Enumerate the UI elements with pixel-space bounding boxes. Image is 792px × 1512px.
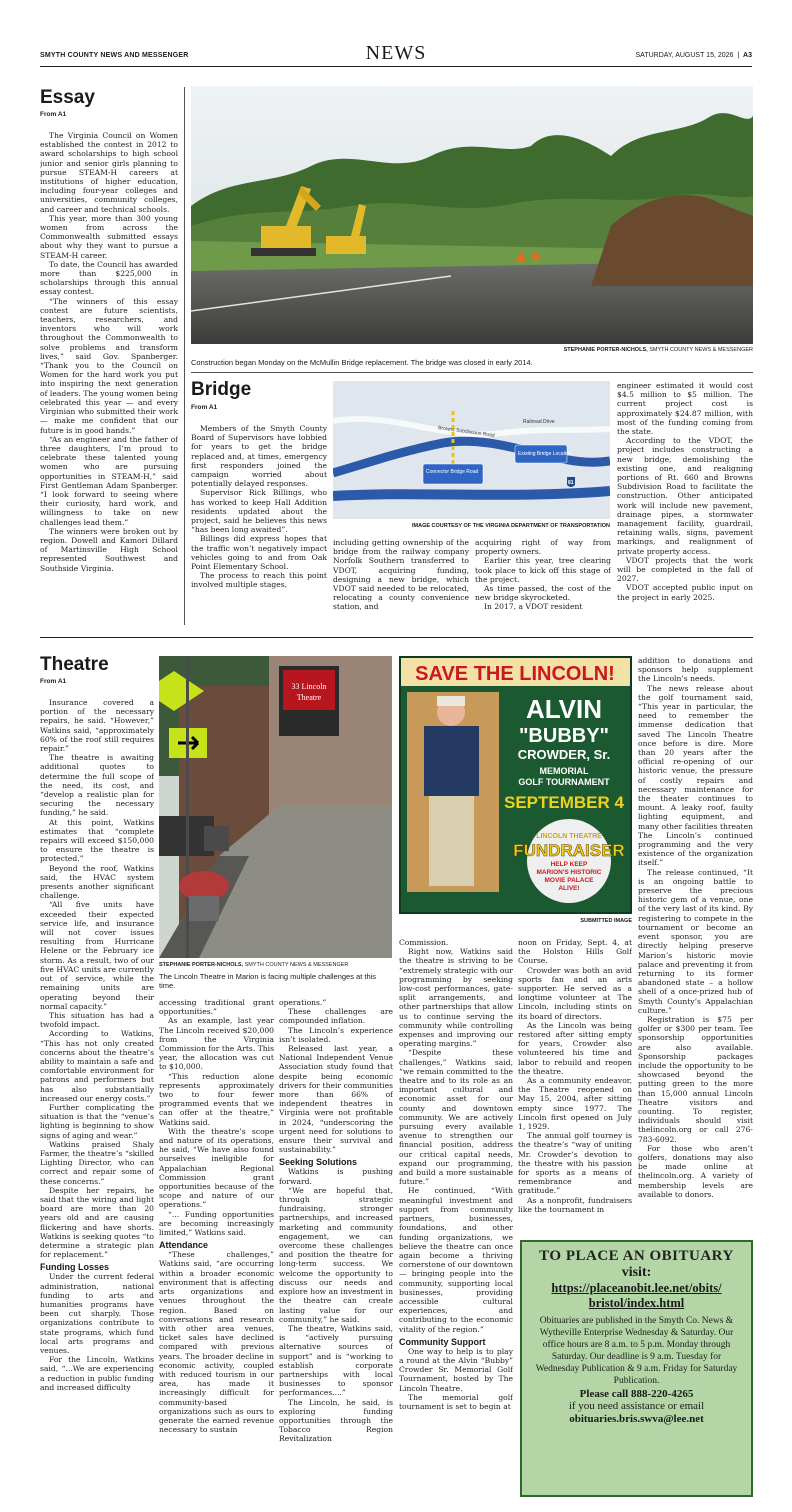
paragraph: The annual golf tourney is the theatre’s “way of uniting Mr. Crowder’s devotion to the theatre with his passion for sports as a means of remembrance and gratitude.” [518, 1131, 632, 1196]
poster-text: FUNDRAISER [513, 841, 625, 860]
paragraph: The Lincoln, he said, is exploring funding opportunities through the Tobacco Region Revitalization [279, 1397, 393, 1444]
map-callout: Connector Bridge Road [426, 469, 479, 475]
bridge-headline: Bridge [191, 379, 252, 400]
paragraph: Right now, Watkins said the theatre is striving to be “extremely strategic with our programming by seeking low-cost performances, gate-split arrangements, and other partnerships that allow us to continue serving the community while controlling expenses and improving our operating margins.” [399, 947, 513, 1049]
obituary-email[interactable]: obituaries.bris.swva@lee.net [569, 1413, 704, 1425]
obituary-info: Obituaries are published in the Smyth Co. News & Wytheville Enterprise Wednesday & Saturday. Our office hours are 8 a.m. to 5 p.m. Monday through Saturday. Our deadline is 9 a.m. Tuesday for Wednesday Publication & 9 a.m. Friday for Saturday Publication. [535, 1316, 738, 1386]
subhead: Seeking Solutions [279, 1157, 358, 1168]
paragraph: The winners were broken out by region. Dowell and Kamori Dillard of Martinsville High School represented Southwest and Southside Virginia. [40, 526, 178, 573]
essay-jump-line: From A1 [40, 111, 67, 118]
theatre-headline: Theatre [40, 654, 109, 675]
masthead-rule [40, 66, 752, 67]
paragraph: “... Funding opportunities are becoming increasingly limited,” Watkins said. [159, 1209, 274, 1238]
golf-poster [399, 656, 632, 914]
paragraph: acquiring right of way from property owners. [475, 538, 611, 557]
poster-text: HELP KEEP [550, 861, 588, 868]
credit-org: SMYTH COUNTY NEWS & MESSENGER [244, 962, 349, 968]
issue-date: SATURDAY, AUGUST 15, 2026 [635, 52, 734, 59]
obituary-visit: visit: [621, 1265, 652, 1280]
paragraph: In 2017, a VDOT resident [484, 602, 583, 612]
paragraph: Further complicating the situation is that the “venue’s lighting is beginning to show signs of aging and wear.” [40, 1102, 154, 1140]
bridge-col-2 [333, 538, 469, 626]
bridge-col-4 [617, 381, 753, 626]
poster-name: "BUBBY" [518, 725, 610, 747]
paragraph: The Lincoln’s experience isn’t isolated. [279, 1025, 393, 1044]
paragraph: The Virginia Council on Women established the contest in 2012 to award scholarships to high school junior and senior girls planning to pursue STEAM-H careers at institutions of higher education, including four-year colleges and universities, community colleges, and career and technical schools. [40, 131, 178, 214]
map-credit: IMAGE COURTESY OF THE VIRGINIA DEPARTMENT OF TRANSPORTATION [411, 523, 610, 529]
theatre-col-1 [40, 698, 154, 1498]
poster-text: GOLF TOURNAMENT [518, 777, 610, 787]
obituary-title: TO PLACE AN OBITUARY [539, 1248, 734, 1264]
obituary-link[interactable]: bristol/index.html [588, 1296, 685, 1310]
paragraph: engineer estimated it would cost $4.5 million to $5 million. The current project cost is approximately $24.87 million, with most of the funding coming from the state. [617, 381, 753, 437]
paragraph: VDOT accepted public input on the project in early 2025. [617, 583, 753, 602]
paragraph: “We are hopeful that, through strategic fundraising, stronger partnerships, and increased marketing and community engagement, we can overcome these challenges and position the theatre for long-term success. We welcome the opportunity to discuss our needs and explore how an investment in the theatre can create lasting value for our community,” he said. [279, 1185, 393, 1324]
paragraph: Billings did express hopes that the traffic won’t negatively impact vehicles going to and from Oak Point Elementary School. [191, 534, 327, 572]
page-number: A3 [743, 52, 752, 59]
theatre-col-2 [159, 998, 274, 1498]
obituary-box [520, 1240, 753, 1497]
theatre-col-6 [638, 656, 753, 1228]
paragraph: With the theatre’s scope and nature of its operations, he said, “We have also found ourselves ineligible for Appalachian Regional Commission grant opportunities because of the scope and nature of our operations.” [159, 1126, 274, 1210]
paragraph: “All five units have exceeded their expected service life, and insurance will not cover issues resulting from Hurricane Helene or the February ice storm. As a result, two of our five HVAC units are currently out of service, while the remaining units are operating beyond their normal capacity.” [40, 900, 154, 1011]
paragraph: “This reduction alone represents approximately two to four fewer programmed events that we can offer at the theatre,” Watkins said. [159, 1071, 274, 1127]
marquee-text: Theatre [296, 693, 322, 702]
paragraph: operations.” [279, 998, 327, 1007]
paragraph: Earlier this year, tree clearing took place to kick off this stage of the project. [475, 556, 611, 584]
paragraph: Commission. [399, 938, 449, 947]
paragraph: noon on Friday, Sept. 4, at the Holston Hills Golf Course. [518, 938, 632, 966]
paragraph: Insurance covered a portion of the necessary repairs, he said. “However,” Watkins said, “approximately 60% of the roof still requires repair.” [40, 698, 154, 754]
paragraph: addition to donations and sponsors help supplement the Lincoln’s needs. [638, 656, 753, 684]
photo-credit [191, 347, 753, 353]
poster-name: ALVIN [525, 694, 603, 724]
construction-photo [191, 86, 753, 344]
bridge-col-3 [475, 538, 611, 626]
subhead: Funding Losses [40, 1262, 110, 1273]
paragraph: Released last year, a National Independent Venue Association study found that despite being economic drivers for their communities more than 66% of independent theatres in Virginia were not profitable in 2024, “underscoring the urgent need for solutions to ensure their survival and sustainability.” [279, 1044, 393, 1155]
paper-name: SMYTH COUNTY NEWS AND MESSENGER [40, 52, 189, 59]
paragraph: Registration is $75 per golfer or $300 per team. Tee sponsorship opportunities are also available. Sponsorship packages include the opportunity to be showcased beyond the putting green to the more than 15,000 annual Lincoln Theatre visitors and counting. To register, individuals should visit thelincoln.org or call 276-783-6092. [638, 1014, 753, 1144]
photo-credit [159, 962, 392, 968]
paragraph: These challenges are compounded inflation. [279, 1007, 393, 1026]
paragraph: The theatre, Watkins said, is “actively pursuing alternative sources of support” and is “working to establish corporate partnerships with local businesses to sponsor performances....” [279, 1323, 393, 1398]
paragraph: including getting ownership of the bridge from the railway company Norfolk Southern transferred to VDOT, acquiring funding, designing a new bridge, which VDOT said needed to be relocated, relocating a county convenience station, and [333, 538, 469, 612]
paragraph: “These challenges,” Watkins said, “are occurring within a broader economic environment that is affecting arts organizations and venues throughout the region. Based on conversations and research with other area venues, ticket sales have declined compared with previous years. The broader decline in economic activity, coupled with reduced tourism in our area, has made it increasingly difficult for community-based organizations such as ours to generate the earned revenue necessary to sustain [159, 1250, 274, 1435]
paragraph: At this point, Watkins estimates that “complete repairs will exceed $150,000 to ensure the theatre is protected.” [40, 817, 154, 864]
paragraph: Watkins is pushing forward. [279, 1167, 393, 1186]
paragraph: Beyond the roof, Watkins said, the HVAC system presents another significant challenge. [40, 863, 154, 901]
photo-caption: The Lincoln Theatre in Marion is facing multiple challenges at this time. [159, 972, 377, 990]
paragraph: One way to help is to play a round at the Alvin “Bubby” Crowder Sr. Memorial Golf Tournament, hosted by The Lincoln Theatre. [399, 1346, 513, 1393]
photo-caption: Construction began Monday on the McMullin Bridge replacement. The bridge was closed in early 2014. [191, 358, 533, 367]
bridge-jump-line: From A1 [191, 404, 218, 411]
paragraph: Despite her repairs, he said that the wiring and light board are more than 20 years old and are causing flickering and have shorts. Watkins is seeking quotes “to determine a strategic plan for replacement.” [40, 1185, 154, 1260]
paragraph: According to the VDOT, the project includes constructing a new bridge, demolishing the existing one, and realigning portions of Rt. 660 and Browns Subdivision Road to facilitate the construction. Other anticipated work will include new pavement, drainage pipes, a stormwater management facility, guardrail, retaining walls, signs, pavement markings, and realignment of private property access. [617, 436, 753, 556]
map-road-label: Railroad Drive [523, 419, 555, 425]
obituary-assist: if you need assistance or email [568, 1400, 705, 1412]
section-rule [40, 637, 753, 638]
section-title: NEWS [365, 42, 427, 64]
paragraph: Crowder was both an avid sports fan and an arts supporter. He served as a longtime volunteer at The Lincoln, including stints on its board of directors. [518, 965, 632, 1021]
paragraph: To date, the Council has awarded more than $225,000 in scholarships through this annual essay contest. [40, 259, 178, 297]
paragraph: The process to reach this point involved multiple stages, [191, 571, 327, 590]
subhead: Attendance [159, 1240, 209, 1251]
paragraph: The news release about the golf tournament said, “This year in particular, the need to remember the immense dedication that saved The Lincoln Theatre once before is dire. More than 20 years after the official re-opening of our historic venue, the pressure of costly repairs and necessary maintenance for the theater continues to mount. A leaky roof, faulty lighting equipment, and many other facilities threaten The Lincoln’s continued programming and the very existence of the organization itself.” [638, 683, 753, 868]
credit-name: STEPHANIE PORTER-NICHOLS, [159, 962, 244, 968]
essay-body [40, 131, 178, 626]
paragraph: accessing traditional grant opportunities.” [159, 998, 274, 1017]
obituary-phone: Please call 888-220-4265 [579, 1388, 694, 1400]
paragraph: “Despite these challenges,” Watkins said, “we remain committed to the theatre and to its role as an important cultural and economic asset for our county and downtown community. We are actively pursuing every available avenue to strengthen our financial position, address our critical capital needs, expand our programming, and build a more sustainable future.” [399, 1048, 513, 1187]
bridge-col-1 [191, 424, 327, 626]
section-rule [191, 372, 753, 373]
theatre-col-3 [279, 998, 393, 1498]
theatre-jump-line: From A1 [40, 678, 67, 685]
paragraph: As a nonprofit, fundraisers like the tournament in [518, 1195, 632, 1214]
paragraph: For the Lincoln, Watkins said, “...We are experiencing a reduction in public funding and increased difficulty [40, 1355, 154, 1392]
paragraph: According to Watkins, “This has not only created concerns about the theatre’s ability to maintain a safe and comfortable environment for patrons and performers but has also substantially increased our energy costs.” [40, 1029, 154, 1103]
credit-org: SMYTH COUNTY NEWS & MESSENGER [649, 347, 753, 353]
poster-date: SEPTEMBER 4 [504, 793, 624, 812]
paragraph: The memorial golf tournament is set to begin at [399, 1392, 513, 1411]
paragraph: “The winners of this essay contest are future scientists, teachers, researchers, and inventors who will work throughout the Commonwealth to solve problems and transform lives,” said Gov. Spanberger. “Thank you to the Council on Women for the hard work you put into inspiring the next generation of leaders. The young women being celebrated this year — and every Virginian who submitted their work — make me confident that our future is in good hands.” [40, 296, 178, 435]
poster-text: ALIVE! [558, 885, 580, 892]
essay-headline: Essay [40, 87, 95, 108]
theatre-col-4 [399, 938, 513, 1498]
subhead: Community Support [399, 1336, 486, 1347]
paragraph: As the Lincoln was being restored after sitting empty for years, Crowder also volunteered his time and labor to rebuild and reopen the theatre. [518, 1020, 632, 1076]
theatre-col-5 [518, 938, 632, 1228]
paragraph: For those who aren’t golfers, donations may also be made online at thelincoln.org. A variety of membership levels are available to donors. [638, 1143, 753, 1199]
obituary-link[interactable]: https://placeanobit.lee.net/obits/ [551, 1281, 722, 1295]
paragraph: As an example, last year The Lincoln received $20,000 from the Virginia Commission for the Arts. This year, the allocation was cut to $10,000. [159, 1016, 274, 1072]
paragraph: This year, more than 300 young women from across the Commonwealth submitted essays about why they want to pursue a STEAM-H career. [40, 213, 178, 260]
map-callout: Existing Bridge Location [518, 451, 572, 457]
paragraph: “As an engineer and the father of three daughters, I’m proud to celebrate these talented young women who are pursuing opportunities in STEAM-H,” said First Gentleman Adam Spanberger. “I look forward to seeing where their curiosity, hard work, and willingness to take on new challenges lead them.” [40, 434, 178, 527]
map-road-label: Browns Subdivision Road [437, 425, 495, 439]
paragraph: The release continued, “It is an ongoing battle to preserve the precious historic gem of a venue, one of the very last of its kind. By registering to compete in the tournament or become an event sponsor, you are directly helping preserve Marion’s historic movie palace and preventing it from returning to its former abandoned state – a hollow shell of a once-prized hub of Smyth County’s Appalachian culture.” [638, 867, 753, 1015]
paragraph: Watkins praised Shaly Farmer, the theatre’s “skilled Lighting Director, who can correct and repair some of these concerns.” [40, 1139, 154, 1186]
poster-credit: SUBMITTED IMAGE [580, 918, 632, 924]
paragraph: As time passed, the cost of the new bridge skyrocketed. [475, 584, 611, 603]
column-divider [184, 87, 185, 625]
paragraph: Supervisor Rick Billings, who has worked to keep Hall Addition residents updated about the project, said he believes this news “has been long awaited”. [191, 488, 327, 535]
marquee-text: 33 Lincoln [291, 682, 327, 691]
paragraph: As a community endeavor, the Theatre reopened on May 15, 2004, after sitting empty since 1977. The Lincoln first opened on July 1, 1929. [518, 1076, 632, 1132]
paragraph: He continued, “With meaningful investment and support from community partners, businesses, foundations, and other funding organizations, we believe the theatre can once again become a thriving cornerstone of our downtown — bringing people into the community, supporting local businesses, providing accessible cultural experiences, and contributing to the economic vitality of the region.” [399, 1186, 513, 1334]
credit-name: STEPHANIE PORTER-NICHOLS, [563, 347, 648, 353]
date-page: SATURDAY, AUGUST 15, 2026 | A3 [635, 52, 752, 59]
poster-text: MOVIE PALACE [544, 877, 594, 884]
project-map [333, 381, 610, 519]
paragraph: Members of the Smyth County Board of Supervisors have lobbied for years to get the bridge replaced and, at times, emergency first responders joined the campaign worried about potentially delayed responses. [191, 424, 327, 489]
poster-text: MARION'S HISTORIC [536, 869, 602, 876]
poster-text: LINCOLN THEATRE [536, 833, 602, 840]
poster-headline: SAVE THE LINCOLN! [415, 663, 615, 685]
interstate-shield: 81 [568, 480, 574, 486]
paragraph: VDOT projects that the work will be completed in the fall of 2027. [617, 555, 753, 584]
lincoln-street-photo [159, 656, 392, 958]
paragraph: This situation has had a twofold impact. [40, 1010, 154, 1030]
poster-text: MEMORIAL [539, 766, 589, 776]
poster-name: CROWDER, Sr. [517, 747, 611, 762]
paragraph: Under the current federal administration, national funding to arts and humanities programs have been cut sharply. Those organizations contribute to state programs, which fund local arts programs and venues. [40, 1272, 154, 1356]
paragraph: The theatre is awaiting additional quotes to determine the full scope of the need, its cost, and “develop a realistic plan for securing the necessary funding,” he said. [40, 753, 154, 818]
